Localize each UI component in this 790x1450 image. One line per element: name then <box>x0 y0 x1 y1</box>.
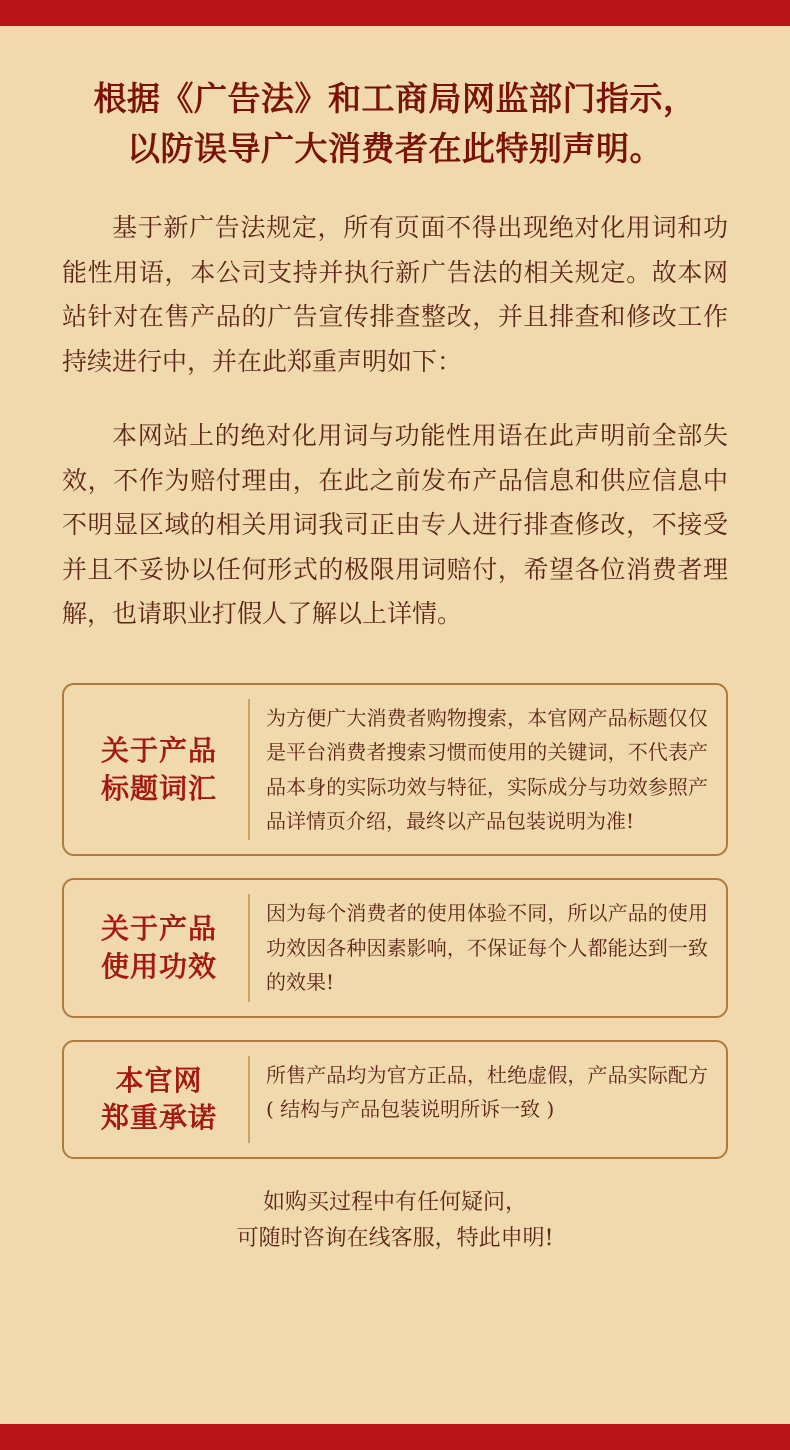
statement-paragraph-2: 本网站上的绝对化用词与功能性用语在此声明前全部失效，不作为赔付理由，在此之前发布产品信息和供应信息中不明显区域的相关用词我司正由专人进行排查修改，不接受并且不妥协以任何形式的极限用词赔付，希望各位消费者理解，也请职业打假人了解以上详情。 <box>62 421 728 629</box>
card-product-efficacy <box>62 878 728 1017</box>
statement-cards <box>62 683 728 1159</box>
card-product-title-wording <box>62 683 728 857</box>
card-title-line-1: 本官网 <box>115 1063 203 1097</box>
card-title-line-2: 郑重承诺 <box>100 1101 217 1135</box>
top-accent-bar <box>0 0 790 26</box>
card-body: 所售产品均为官方正品，杜绝虚假，产品实际配方( 结构与产品包装说明所诉一致 ) <box>266 1062 708 1121</box>
card-title-line-1: 关于产品 <box>100 733 217 767</box>
page-title <box>62 26 728 174</box>
card-title-line-1: 关于产品 <box>100 912 217 946</box>
card-body: 因为每个消费者的使用体验不同，所以产品的使用功效因各种因素影响，不保证每个人都能达到一致的效果! <box>266 901 708 995</box>
card-body: 为方便广大消费者购物搜索，本官网产品标题仅仅是平台消费者搜索习惯而使用的关键词，不代表产品本身的实际功效与特征，实际成分与功效参照产品详情页介绍，最终以产品包装说明为准! <box>266 705 708 833</box>
statement-paragraph-1: 基于新广告法规定，所有页面不得出现绝对化用词和功能性用语，本公司支持并执行新广告法的相关规定。故本网站针对在售产品的广告宣传排查整改，并且排查和修改工作持续进行中，并在此郑重声明如下： <box>62 213 728 376</box>
card-title <box>70 894 250 1001</box>
footer-note-line-1: 如购买过程中有任何疑问， <box>262 1190 527 1216</box>
footer-note-line-2: 可随时咨询在线客服，特此申明! <box>236 1225 554 1251</box>
card-title <box>70 699 250 841</box>
footer-note <box>62 1185 728 1256</box>
card-title <box>70 1056 250 1144</box>
page-title-line-2: 以防误导广大消费者在此特别声明。 <box>127 129 663 169</box>
page-title-line-1: 根据《广告法》和工商局网监部门指示， <box>93 79 697 118</box>
bottom-accent-bar <box>0 1424 790 1450</box>
card-official-promise <box>62 1040 728 1160</box>
card-title-line-2: 标题词汇 <box>100 771 217 805</box>
card-title-line-2: 使用功效 <box>100 949 217 983</box>
page-content <box>0 26 790 1424</box>
